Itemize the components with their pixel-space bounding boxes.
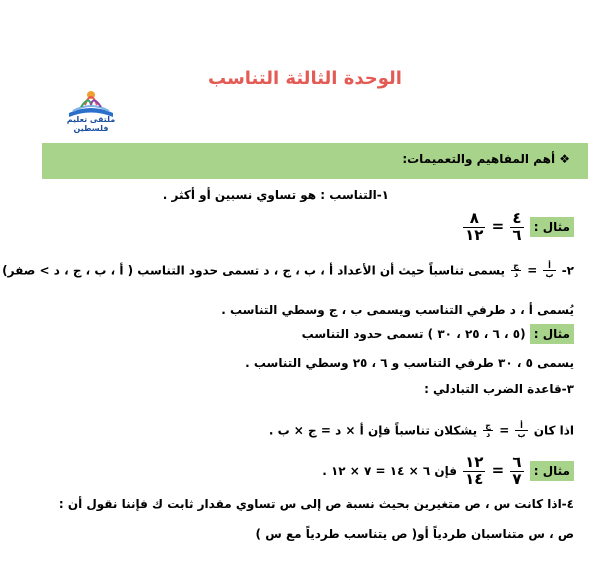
definition-2: ٢- $\frac{\text{ج}}{\text{د}}$ = $\frac{\text{أ}}{\text{ب}}$ يسمى تناسباً حيث أن الأعداد أ ، ب ، ج ، د تسمى حدود التناسب ( أ ، ب ، ج ، د > صفر) xyxy=(2,261,574,280)
definition-4: ٤-اذا كانت س ، ص متغيرين بحيث نسبة ص إلى س تساوي مقدار ثابت ك فإننا نقول أن : xyxy=(58,497,574,511)
example-1: مثال : $\frac{٨}{١٢}$ = $\frac{٤}{٦}$ xyxy=(461,211,574,244)
fraction: $\frac{٨}{١٢}$ xyxy=(465,209,484,244)
example-label: مثال : xyxy=(530,324,574,344)
example-label: مثال : xyxy=(530,217,574,237)
fraction: $\frac{\text{أ}}{\text{ب}}$ xyxy=(517,421,526,440)
page-title: الوحدة الثالثة التناسب xyxy=(208,68,402,89)
logo-caption: ملتقى تعليم فلسطين xyxy=(66,115,116,133)
definition-2-note: يُسمى أ ، د طرفي التناسب ويسمى ب ، ج وسطي التناسب . xyxy=(221,303,574,317)
fraction: $\frac{\text{ج}}{\text{د}}$ xyxy=(485,421,492,440)
fraction: $\frac{١٢}{١٤}$ xyxy=(465,453,484,488)
definition-3: ٣-قاعدة الضرب التبادلي : xyxy=(424,382,574,396)
example-3: مثال : $\frac{١٢}{١٤}$ = $\frac{٦}{٧}$ فإن ٦ × ١٤ = ٧ × ١٢ . xyxy=(322,455,574,488)
fraction: $\frac{\text{ج}}{\text{د}}$ xyxy=(513,261,520,280)
definition-4-note: ص ، س متناسبان طردياً أو( ص يتناسب طردياً مع س ) xyxy=(255,527,574,541)
example-2-note: يسمى ٥ ، ٣٠ طرفي التناسب و ٦ ، ٢٥ وسطي التناسب . xyxy=(245,356,574,370)
fraction: $\frac{٤}{٦}$ xyxy=(512,209,522,244)
concepts-banner xyxy=(42,143,588,179)
fraction: $\frac{٦}{٧}$ xyxy=(512,453,522,488)
banner-text: ❖ أهم المفاهيم والتعميمات: xyxy=(402,152,570,166)
definition-1: ١-التناسب : هو تساوي نسبين أو أكثر . xyxy=(162,188,389,202)
definition-3-rule: اذا كان $\frac{\text{ج}}{\text{د}}$ = $\frac{\text{أ}}{\text{ب}}$ يشكلان تناسباً فإن أ × د = ج × ب . xyxy=(268,421,574,440)
example-label: مثال : xyxy=(530,461,574,481)
fraction: $\frac{\text{أ}}{\text{ب}}$ xyxy=(545,261,554,280)
example-2: مثال : (٥ ، ٦ ، ٢٥ ، ٣٠ ) تسمى حدود التناسب xyxy=(302,324,574,344)
